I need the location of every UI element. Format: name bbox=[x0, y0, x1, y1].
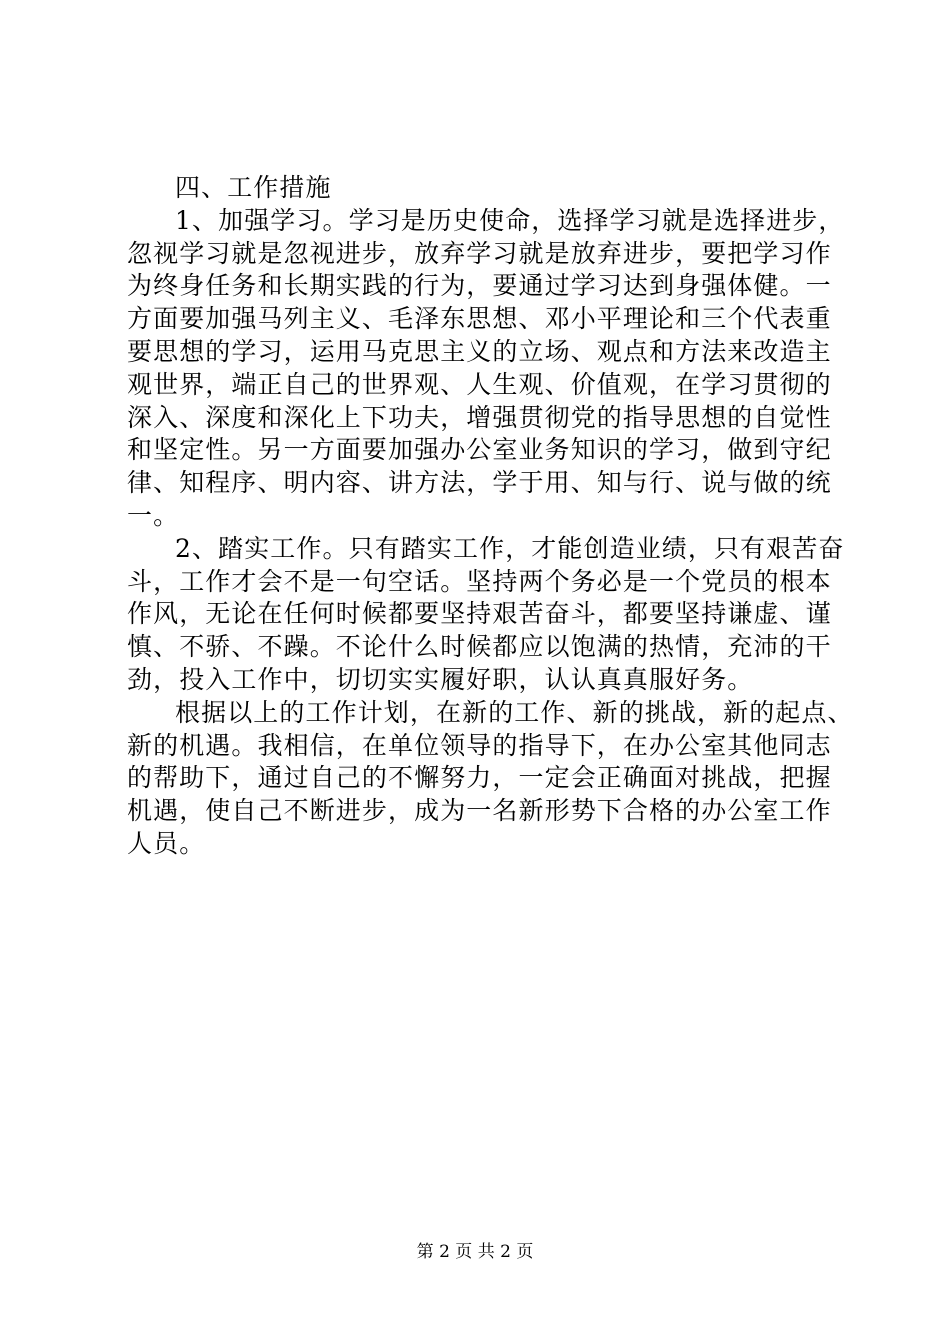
text-line: 观世界，端正自己的世界观、人生观、价值观，在学习贯彻的 bbox=[127, 369, 832, 399]
text-line: 一。 bbox=[127, 500, 180, 530]
text-line: 机遇，使自己不断进步，成为一名新形势下合格的办公室工作 bbox=[127, 796, 832, 826]
text-line: 为终身任务和长期实践的行为，要通过学习达到身强体健。一 bbox=[127, 271, 832, 301]
text-line: 根据以上的工作计划，在新的工作、新的挑战，新的起点、 bbox=[175, 697, 854, 727]
text-line: 的帮助下，通过自己的不懈努力，一定会正确面对挑战，把握 bbox=[127, 763, 832, 793]
text-line: 劲，投入工作中，切切实实履好职，认认真真服好务。 bbox=[127, 664, 754, 694]
text-line: 要思想的学习，运用马克思主义的立场、观点和方法来改造主 bbox=[127, 336, 832, 366]
text-line: 人员。 bbox=[127, 828, 206, 858]
text-line: 作风，无论在任何时候都要坚持艰苦奋斗，都要坚持谦虚、谨 bbox=[127, 599, 832, 629]
text-line: 忽视学习就是忽视进步，放弃学习就是放弃进步，要把学习作 bbox=[127, 238, 832, 268]
text-line: 和坚定性。另一方面要加强办公室业务知识的学习，做到守纪 bbox=[127, 435, 832, 465]
text-line: 律、知程序、明内容、讲方法，学于用、知与行、说与做的统 bbox=[127, 468, 832, 498]
text-line: 四、工作措施 bbox=[175, 173, 332, 202]
text-line: 2、踏实工作。只有踏实工作，才能创造业绩，只有艰苦奋 bbox=[175, 533, 845, 563]
document-body bbox=[127, 172, 854, 861]
text-line: 1、加强学习。学习是历史使命，选择学习就是选择进步， bbox=[175, 205, 845, 235]
text-line: 深入、深度和深化上下功夫，增强贯彻党的指导思想的自觉性 bbox=[127, 402, 832, 432]
text-line: 方面要加强马列主义、毛泽东思想、邓小平理论和三个代表重 bbox=[127, 304, 832, 334]
page-footer: 第 2 页 共 2 页 bbox=[416, 1242, 534, 1262]
text-line: 斗，工作才会不是一句空话。坚持两个务必是一个党员的根本 bbox=[127, 566, 832, 596]
text-line: 新的机遇。我相信，在单位领导的指导下，在办公室其他同志 bbox=[127, 730, 832, 760]
text-line: 慎、不骄、不躁。不论什么时候都应以饱满的热情，充沛的干 bbox=[127, 632, 832, 662]
